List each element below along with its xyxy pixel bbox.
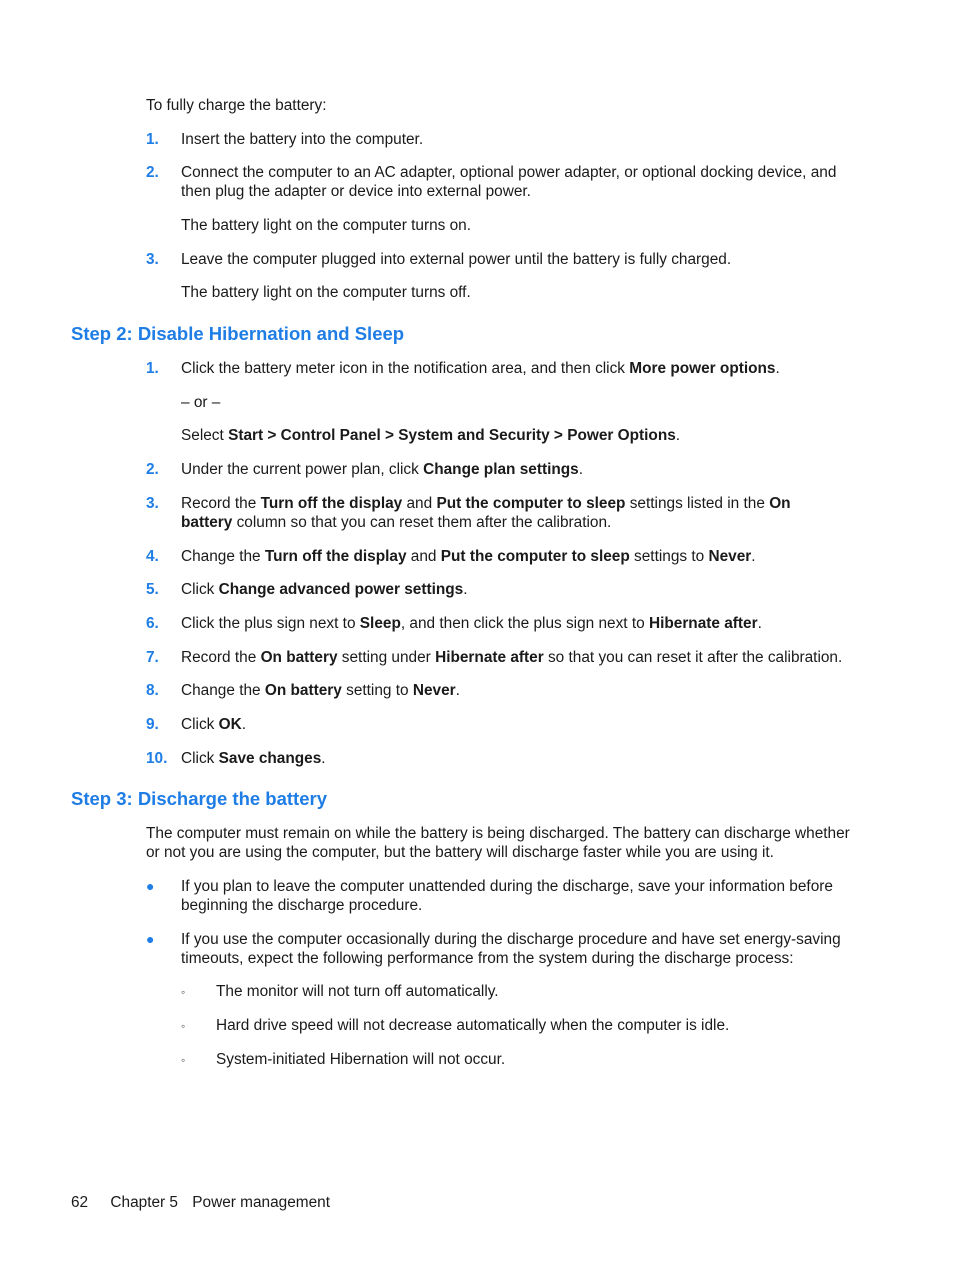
step-number: 4. xyxy=(146,548,159,565)
chapter-label: Chapter 5 xyxy=(110,1194,178,1211)
sub-bullet-text: Hard drive speed will not decrease automatically when the computer is idle. xyxy=(216,1017,730,1034)
step-number: 9. xyxy=(146,716,159,733)
section-heading-step2: Step 2: Disable Hibernation and Sleep xyxy=(71,323,405,344)
bullet-icon: ● xyxy=(146,878,155,894)
step-text: Select Start > Control Panel > System and Security > Power Options. xyxy=(181,427,681,444)
sub-bullet-icon: ◦ xyxy=(181,1019,186,1033)
step-number: 8. xyxy=(146,682,159,699)
sub-bullet-text: The monitor will not turn off automatically. xyxy=(216,983,499,1000)
step-number: 2. xyxy=(146,461,159,478)
page-number: 62 xyxy=(71,1194,89,1211)
step-text: Leave the computer plugged into external power until the battery is fully charged. xyxy=(181,251,732,268)
step-number: 7. xyxy=(146,649,159,666)
step-number: 3. xyxy=(146,251,159,268)
step-text: Change the On battery setting to Never. xyxy=(181,682,460,699)
section-heading-step3: Step 3: Discharge the battery xyxy=(71,788,327,809)
bullet-text: If you plan to leave the computer unattended during the discharge, save your information before beginning the discharge procedure. xyxy=(181,878,833,914)
step-number: 2. xyxy=(146,164,159,181)
step-number: 1. xyxy=(146,131,159,148)
step-text: Change the Turn off the display and Put the computer to sleep settings to Never. xyxy=(181,548,756,565)
sub-bullet-text: System-initiated Hibernation will not occur. xyxy=(216,1051,506,1068)
step-text: Under the current power plan, click Change plan settings. xyxy=(181,461,584,478)
bullet-icon: ● xyxy=(146,931,155,947)
step-number: 10. xyxy=(146,750,168,767)
step-text: Record the On battery setting under Hibernate after so that you can reset it after the calibration. xyxy=(181,649,843,666)
or-separator: – or – xyxy=(181,394,221,411)
paragraph: The computer must remain on while the battery is being discharged. The battery can discharge whether or not you are using the computer, but the battery will discharge faster while you are using it. xyxy=(146,825,850,861)
step-number: 5. xyxy=(146,581,159,598)
step-text: Click OK. xyxy=(181,716,246,733)
sub-bullet-icon: ◦ xyxy=(181,1053,186,1067)
page-footer xyxy=(71,1193,330,1212)
step-text-line: then plug the adapter or device into external power. xyxy=(181,183,531,200)
step-number: 3. xyxy=(146,495,159,512)
step-text: Click Save changes. xyxy=(181,750,326,767)
step-text: Insert the battery into the computer. xyxy=(181,131,424,148)
step-text-line: Connect the computer to an AC adapter, optional power adapter, or optional docking device, and xyxy=(181,164,837,181)
step-number: 6. xyxy=(146,615,159,632)
step-text: Click Change advanced power settings. xyxy=(181,581,468,598)
step-note: The battery light on the computer turns on. xyxy=(181,217,472,234)
step-text xyxy=(181,163,836,201)
step-text: Record the Turn off the display and Put the computer to sleep settings listed in the On battery column so that you can reset them after the calibration. xyxy=(181,495,791,531)
chapter-title: Power management xyxy=(192,1194,331,1211)
step-text: Click the plus sign next to Sleep, and then click the plus sign next to Hibernate after. xyxy=(181,615,762,632)
step-note: The battery light on the computer turns off. xyxy=(181,284,471,301)
sub-bullet-icon: ◦ xyxy=(181,985,186,999)
step-text: Click the battery meter icon in the notification area, and then click More power options. xyxy=(181,360,780,377)
step-number: 1. xyxy=(146,360,159,377)
bullet-text: If you use the computer occasionally during the discharge procedure and have set energy-saving timeouts, expect the following performance from the system during the discharge process: xyxy=(181,931,841,967)
intro-text: To fully charge the battery: xyxy=(146,97,327,114)
